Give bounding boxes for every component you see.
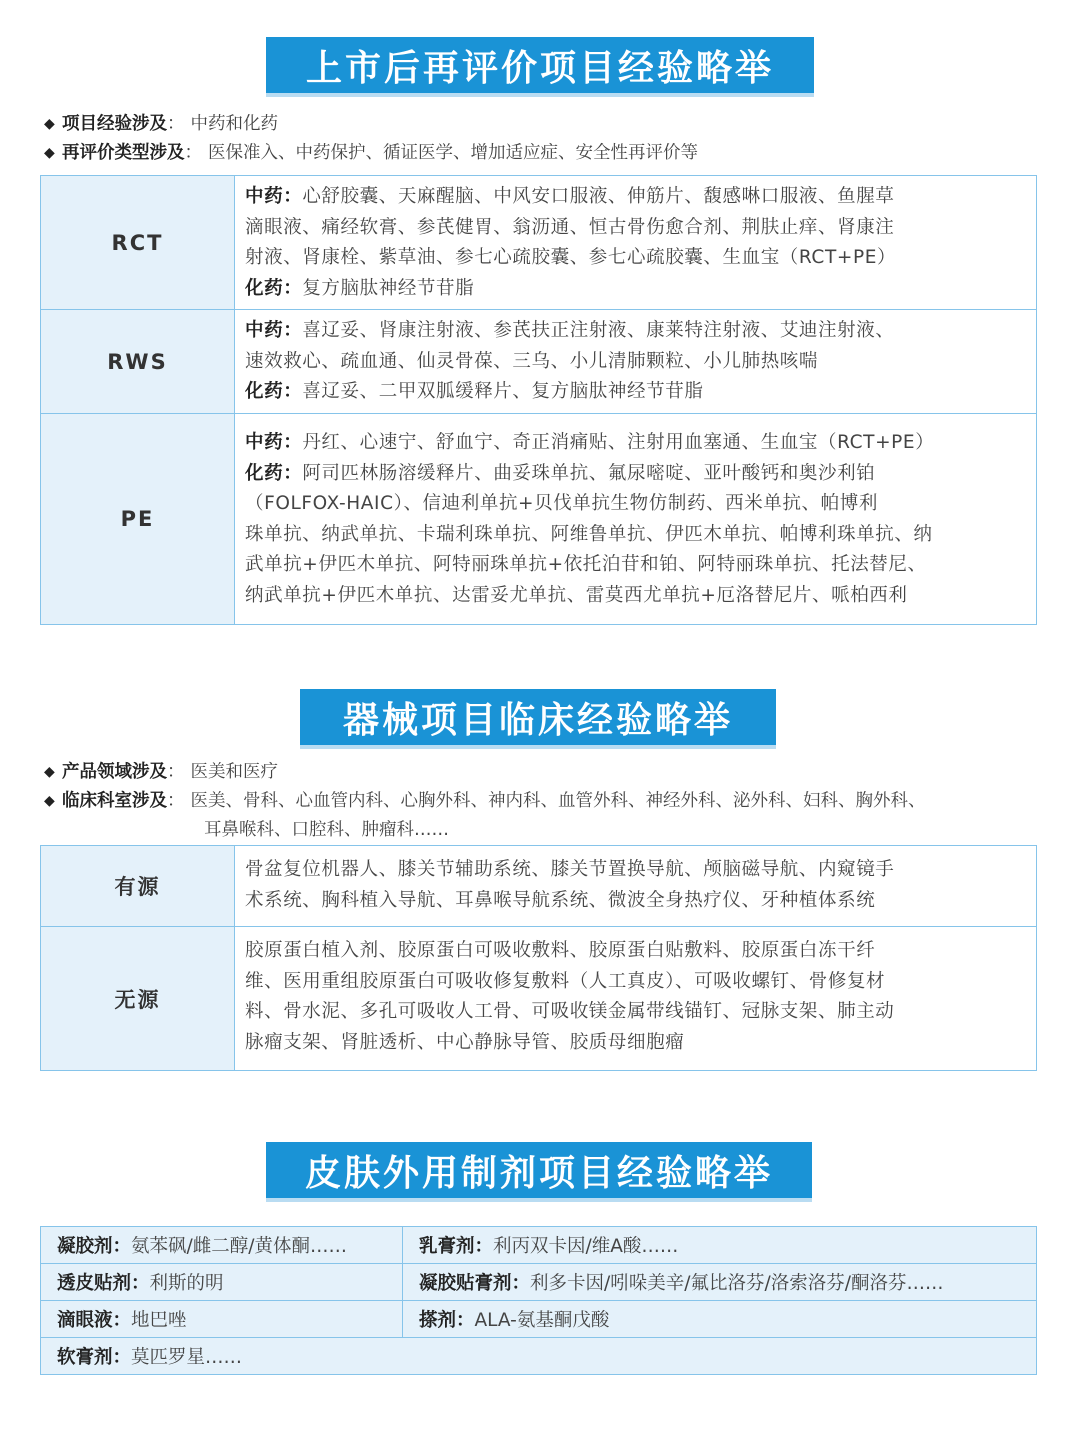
table-row <box>41 927 1037 1071</box>
section2-title: 器械项目临床经验略举 <box>300 689 776 749</box>
bullet-key: 产品领域涉及 <box>62 762 167 782</box>
row-content: 中药：丹红、心速宁、舒血宁、奇正消痛贴、注射用血塞通、生血宝（RCT+PE） 化药：阿司匹林肠溶缓释片、曲妥珠单抗、氟尿嘧啶、亚叶酸钙和奥沙利铂 （FOLFOX-HAIC）、信迪利单抗+贝伐单抗生物仿制药、西米单抗、帕博利 珠单抗、纳武单抗、卡瑞利珠单抗、阿维鲁单抗、伊匹木单抗、帕博利珠单抗、纳 武单抗+伊匹木单抗、阿特丽珠单抗+依托泊苷和铂、阿特丽珠单抗、托法替尼、 纳武单抗+伊匹木单抗、达雷妥尤单抗、雷莫西尤单抗+厄洛替尼片、哌柏西利 <box>235 414 1037 625</box>
bullet-item: ◆ 产品领域涉及 ： 医美和医疗 <box>44 758 1044 787</box>
grid-cell: 乳膏剂：利丙双卡因/维A酸…… <box>403 1227 1037 1264</box>
table-row <box>41 846 1037 927</box>
post-market-evaluation-table <box>40 175 1037 625</box>
row-label: 有源 <box>41 846 235 927</box>
bullet-value: 医保准入、中药保护、循证医学、增加适应症、安全性再评价等 <box>208 143 698 163</box>
section2-bullets <box>44 758 1044 845</box>
section1-bullets <box>44 110 1044 168</box>
row-content: 中药：喜辽妥、肾康注射液、参芪扶正注射液、康莱特注射液、艾迪注射液、 速效救心、疏血通、仙灵骨葆、三乌、小儿清肺颗粒、小儿肺热咳喘 化药：喜辽妥、二甲双胍缓释片、复方脑肽神经节苷脂 <box>235 310 1037 414</box>
diamond-bullet-icon: ◆ <box>44 145 55 161</box>
bullet-item: ◆ 项目经验涉及 ： 中药和化药 <box>44 110 1044 139</box>
bullet-value: 医美、骨科、心血管内科、心胸外科、神内科、血管外科、神经外科、泌外科、妇科、胸外科、 <box>190 791 926 811</box>
row-content: 胶原蛋白植入剂、胶原蛋白可吸收敷料、胶原蛋白贴敷料、胶原蛋白冻干纤 维、医用重组胶原蛋白可吸收修复敷料（人工真皮）、可吸收螺钉、骨修复材 料、骨水泥、多孔可吸收人工骨、可吸收镁金属带线锚钉、冠脉支架、肺主动 脉瘤支架、肾脏透析、中心静脉导管、胶质母细胞瘤 <box>235 927 1037 1071</box>
bullet-key: 再评价类型涉及 <box>62 143 185 163</box>
table-row <box>41 1264 1037 1301</box>
diamond-bullet-icon: ◆ <box>44 116 55 132</box>
grid-cell: 透皮贴剂：利斯的明 <box>41 1264 403 1301</box>
row-content: 骨盆复位机器人、膝关节辅助系统、膝关节置换导航、颅脑磁导航、内窥镜手 术系统、胸科植入导航、耳鼻喉导航系统、微波全身热疗仪、牙种植体系统 <box>235 846 1037 927</box>
device-clinical-table <box>40 845 1037 1071</box>
grid-cell: 搽剂：ALA-氨基酮戊酸 <box>403 1301 1037 1338</box>
grid-cell: 滴眼液：地巴唑 <box>41 1301 403 1338</box>
bullet-item: ◆ 再评价类型涉及 ： 医保准入、中药保护、循证医学、增加适应症、安全性再评价等 <box>44 139 1044 168</box>
diamond-bullet-icon: ◆ <box>44 764 55 780</box>
table-row <box>41 310 1037 414</box>
section1-title: 上市后再评价项目经验略举 <box>266 37 814 97</box>
bullet-value: 中药和化药 <box>190 114 278 134</box>
row-label: RCT <box>41 176 235 310</box>
grid-cell: 凝胶剂：氨苯砜/雌二醇/黄体酮…… <box>41 1227 403 1264</box>
grid-cell: 凝胶贴膏剂：利多卡因/吲哚美辛/氟比洛芬/洛索洛芬/酮洛芬…… <box>403 1264 1037 1301</box>
bullet-continuation: 耳鼻喉科、口腔科、肿瘤科…… <box>204 820 449 840</box>
bullet-item: ◆ 临床科室涉及 ： 医美、骨科、心血管内科、心胸外科、神内科、血管外科、神经外科、泌外科、妇科、胸外科、 <box>44 787 1044 816</box>
row-label: RWS <box>41 310 235 414</box>
row-label: 无源 <box>41 927 235 1071</box>
diamond-bullet-icon: ◆ <box>44 793 55 809</box>
bullet-value: 医美和医疗 <box>190 762 278 782</box>
row-content: 中药：心舒胶囊、天麻醒脑、中风安口服液、伸筋片、馥感啉口服液、鱼腥草 滴眼液、痛经软膏、参芪健胃、翁沥通、恒古骨伤愈合剂、荆肤止痒、肾康注 射液、肾康栓、紫草油、参七心疏胶囊、参七心疏胶囊、生血宝（RCT+PE） 化药：复方脑肽神经节苷脂 <box>235 176 1037 310</box>
table-row <box>41 414 1037 625</box>
section3-title: 皮肤外用制剂项目经验略举 <box>266 1142 812 1202</box>
row-label: PE <box>41 414 235 625</box>
grid-cell: 软膏剂：莫匹罗星…… <box>41 1338 1037 1375</box>
topical-formulation-table <box>40 1226 1037 1375</box>
table-row <box>41 1227 1037 1264</box>
table-row <box>41 176 1037 310</box>
bullet-key: 临床科室涉及 <box>62 791 167 811</box>
bullet-key: 项目经验涉及 <box>62 114 167 134</box>
table-row <box>41 1301 1037 1338</box>
table-row <box>41 1338 1037 1375</box>
